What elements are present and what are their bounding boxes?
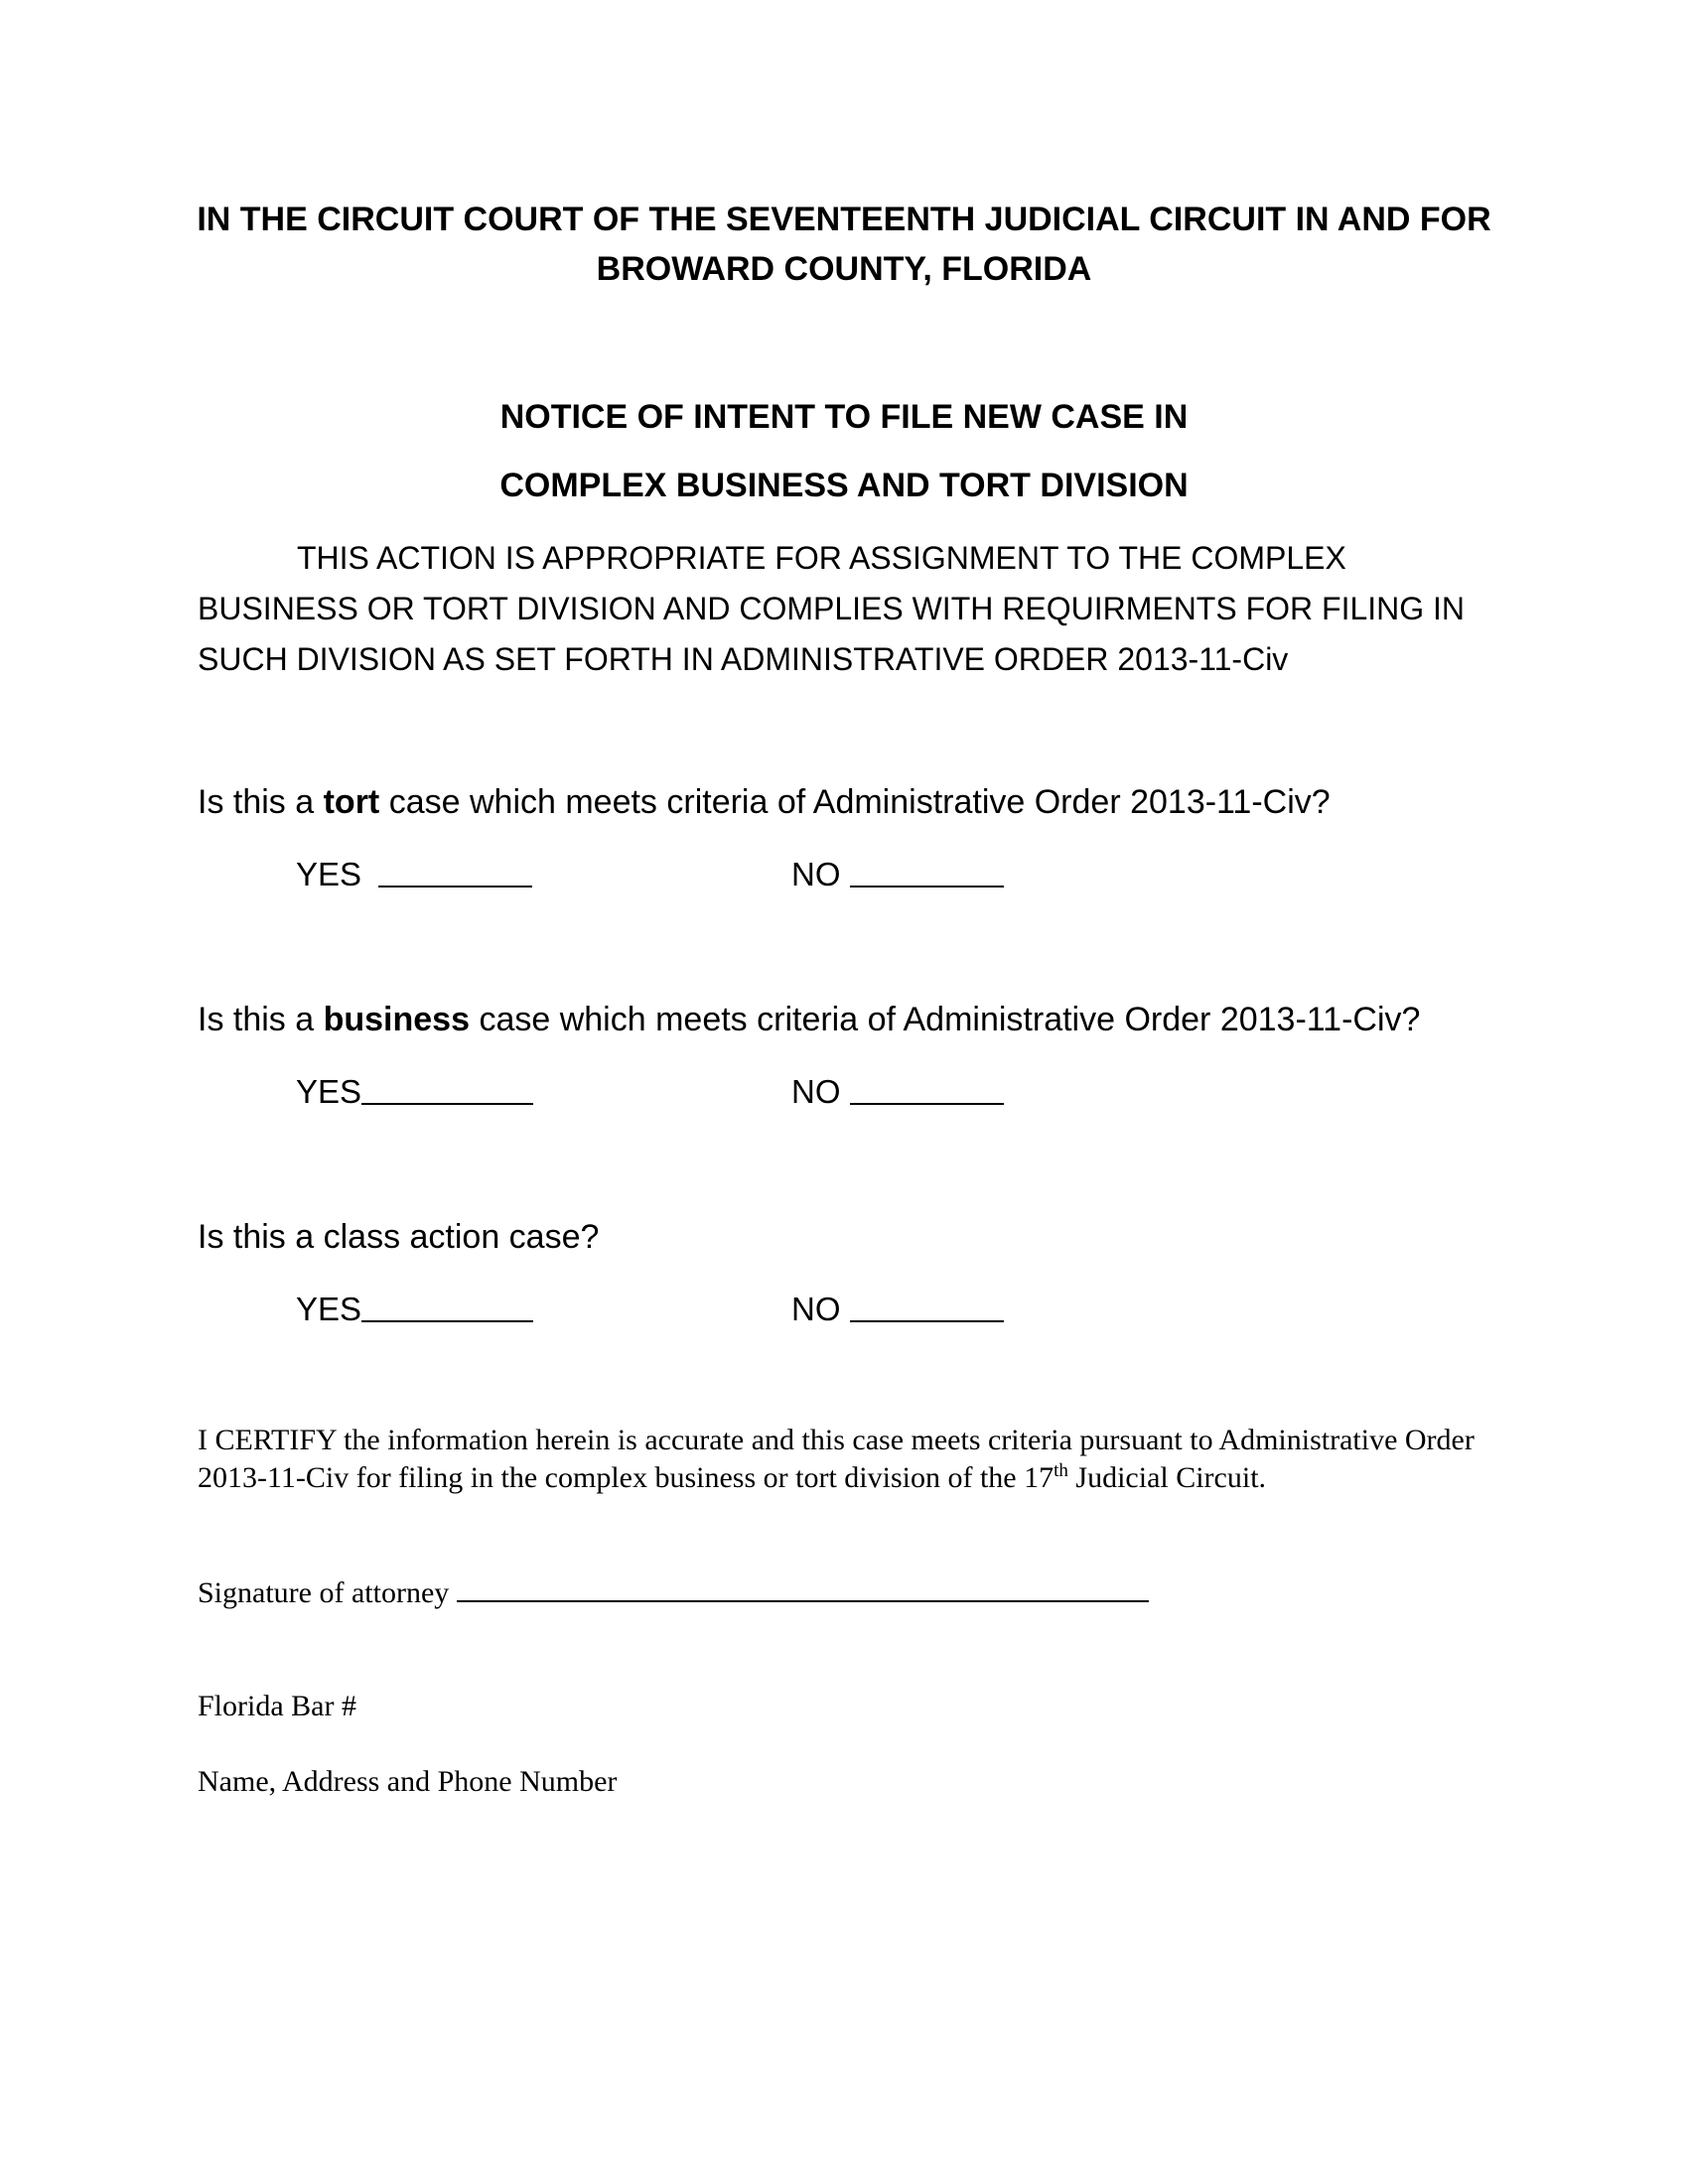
question-tort xyxy=(198,782,1331,822)
question-business-prefix: Is this a xyxy=(198,1001,324,1038)
class-action-no-label: NO xyxy=(791,1291,841,1327)
question-business-suffix: case which meets criteria of Administrative Order 2013-11-Civ? xyxy=(470,1001,1421,1038)
question-tort-suffix: case which meets criteria of Administrative Order 2013-11-Civ? xyxy=(379,783,1331,821)
question-business-emphasis: business xyxy=(323,1001,470,1038)
question-business xyxy=(198,1000,1420,1039)
business-yes-label: YES xyxy=(296,1073,362,1110)
tort-no-option xyxy=(791,855,841,894)
question-class-action xyxy=(198,1217,599,1257)
tort-yes-option xyxy=(296,855,361,894)
business-no-label: NO xyxy=(791,1073,841,1110)
business-no-blank[interactable] xyxy=(850,1073,1004,1105)
appropriateness-statement xyxy=(198,533,1488,685)
question-class-action-text: Is this a class action case? xyxy=(198,1218,600,1256)
statement-line-2: BUSINESS OR TORT DIVISION AND COMPLIES WITH REQUIRMENTS FOR FILING IN xyxy=(198,591,1466,626)
class-action-no-blank[interactable] xyxy=(850,1291,1004,1322)
business-yes-option xyxy=(296,1072,361,1112)
statement-line-3: SUCH DIVISION AS SET FORTH IN ADMINISTRATIVE ORDER 2013-11-Civ xyxy=(198,641,1289,677)
class-action-yes-option xyxy=(296,1290,361,1329)
statement-line-1: THIS ACTION IS APPROPRIATE FOR ASSIGNMENT TO THE COMPLEX xyxy=(297,540,1346,576)
signature-line[interactable] xyxy=(457,1572,1149,1602)
notice-title-line-1: NOTICE OF INTENT TO FILE NEW CASE IN xyxy=(499,398,1189,436)
certification-superscript: th xyxy=(1054,1460,1068,1481)
business-no-option xyxy=(791,1072,841,1112)
signature-label: Signature of attorney xyxy=(198,1576,450,1609)
court-caption-line-1: IN THE CIRCUIT COURT OF THE SEVENTEENTH JUDICIAL CIRCUIT IN AND FOR xyxy=(197,201,1491,238)
tort-yes-label: YES xyxy=(296,856,362,892)
certification-text: I CERTIFY the information herein is accurate and this case meets criteria pursuant to Administrative Order 2013-11-Civ for filing in the complex business or tort division of the 17 xyxy=(198,1424,1475,1494)
tort-yes-blank[interactable] xyxy=(378,856,532,887)
certification-text-end: Judicial Circuit. xyxy=(1067,1461,1267,1494)
tort-no-label: NO xyxy=(791,856,841,892)
court-caption xyxy=(0,195,1688,294)
certification-statement xyxy=(198,1422,1508,1497)
class-action-yes-blank[interactable] xyxy=(361,1291,533,1322)
court-caption-line-2: BROWARD COUNTY, FLORIDA xyxy=(596,250,1092,288)
class-action-no-option xyxy=(791,1290,841,1329)
question-tort-emphasis: tort xyxy=(323,783,380,821)
class-action-yes-label: YES xyxy=(296,1291,362,1327)
tort-no-blank[interactable] xyxy=(850,856,1004,887)
signature-row xyxy=(198,1572,1149,1612)
notice-title-line-2: COMPLEX BUSINESS AND TORT DIVISION xyxy=(499,467,1189,504)
question-tort-prefix: Is this a xyxy=(198,783,324,821)
attorney-contact: Name, Address and Phone Number xyxy=(198,1765,618,1798)
business-yes-blank[interactable] xyxy=(361,1073,533,1105)
florida-bar-number: Florida Bar # xyxy=(198,1690,356,1722)
